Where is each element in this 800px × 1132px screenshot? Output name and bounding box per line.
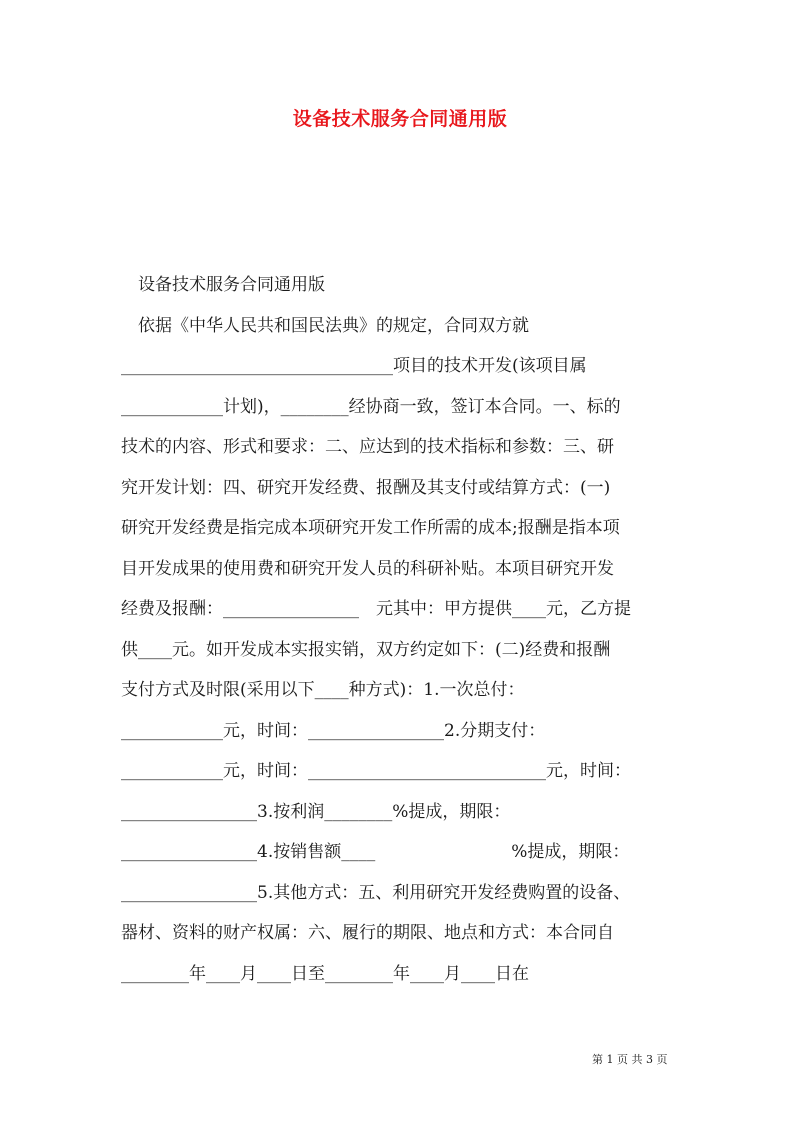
body-line: 究开发计划：四、研究开发经费、报酬及其支付或结算方式：(一): [121, 477, 611, 498]
body-line: 设备技术服务合同通用版: [121, 275, 325, 295]
body-line: 目开发成果的使用费和研究开发人员的科研补贴。本项目研究开发: [121, 558, 614, 579]
body-line: ____________计划)，________经协商一致，签订本合同。一、标的: [121, 396, 621, 417]
body-line: ________________3.按利润________%提成，期限：: [121, 801, 511, 822]
body-line: ________年____月____日至________年____月____日在: [121, 963, 529, 984]
body-line: ________________4.按销售额____ %提成，期限：: [121, 842, 630, 862]
body-line: 技术的内容、形式和要求：二、应达到的技术指标和参数：三、研: [121, 437, 614, 457]
body-line: ____________元，时间：________________2.分期支付：: [121, 720, 546, 741]
body-line: 依据《中华人民共和国民法典》的规定，合同双方就: [121, 315, 529, 336]
body-line: 研究开发经费是指完成本项研究开发工作所需的成本;报酬是指本项: [121, 518, 620, 538]
body-line: 供____元。如开发成本实报实销，双方约定如下：(二)经费和报酬: [121, 639, 611, 660]
page-footer: 第 1 页 共 3 页: [592, 1053, 668, 1066]
page-title: 设备技术服务合同通用版: [292, 108, 508, 130]
body-line: 支付方式及时限(采用以下____种方式)：1.一次总付：: [121, 680, 525, 700]
body-line: 器材、资料的财产权属：六、履行的期限、地点和方式：本合同自: [121, 923, 614, 943]
contract-body: [121, 270, 687, 999]
body-line: ________________5.其他方式：五、利用研究开发经费购置的设备、: [121, 882, 631, 903]
body-line: ____________元，时间：____________________________元，时间：: [121, 761, 631, 781]
body-line: ________________________________项目的技术开发(该项目属: [121, 356, 587, 376]
body-line: 经费及报酬：________________ 元其中：甲方提供____元，乙方提: [121, 599, 631, 619]
